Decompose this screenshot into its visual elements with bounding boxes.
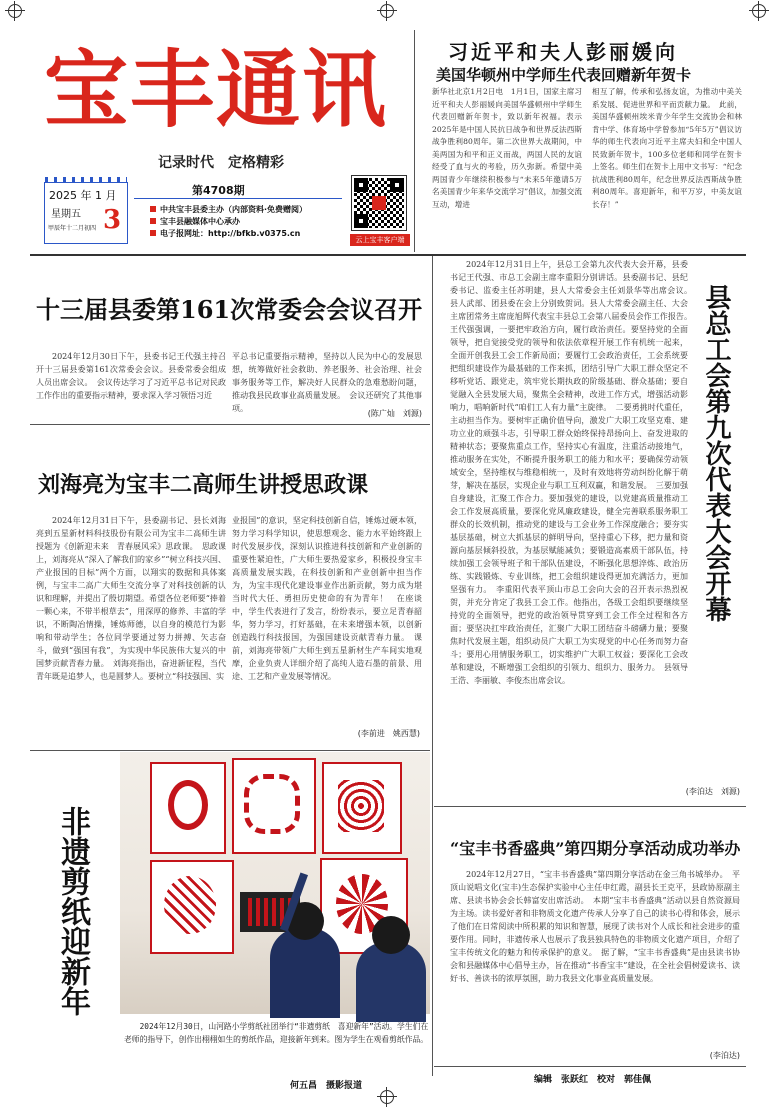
article4-body: 2024年12月27日，“宝丰书香盛典”第四期分享活动在金三角书城举办。 平顶山说唱文化(宝丰)生态保护实验中心主任申红霞，副县长王克平，县政协原副主席、县读书协会会长韩富安出席活动。 本期“宝丰书香盛典”活动以县自然资源局为主场。读书爱好者和非物质文化遗产传承人分享了自己的读书心得和体会，展示了他们在日常阅读中所积累的知识和智慧，展现了读书对个人成长和社会进步的重要作用。同时，非遗传承人也展示了我县独具特色的非物质文化遗产项目，介绍了宝丰传统文化的魅力和传承保护的意义。 据了解，“宝丰书香盛典”是由县读书协会和县融媒体中心倡导主办，旨在推动“书香宝丰”建设，在全社会倡树爱读书、读好书、善读书的浓厚氛围，助力我县文化事业高质量发展。 [450, 870, 740, 983]
student-figure [270, 928, 340, 1018]
article1-title: 十三届县委第161次常委会会议召开 [36, 295, 423, 324]
info-line-url[interactable]: 电子报网址：http://bfkb.v0375.cn [150, 228, 307, 240]
calendar-weekday: 星期五 [51, 209, 81, 220]
info-line-organizer: 宝丰县融媒体中心承办 [150, 216, 307, 228]
article1-body-col2: 平总书记重要指示精神，坚持以人民为中心的发展思想，统筹做好社会救助、养老服务、社会治理、社会事务服务等工作，解决好人民群众的急难愁盼问题，推动我县民政事业高质量发展。 会议还研究了其他事项。 [232, 352, 422, 413]
paper-cut-artwork [322, 762, 402, 854]
news-photo [120, 752, 430, 1014]
qr-caption: 云上宝丰客户端 [350, 234, 410, 246]
paper-cut-artwork [150, 762, 226, 854]
calendar-day: 3 [103, 205, 122, 235]
registration-mark-top-center [380, 4, 394, 18]
info-line-sponsor: 中共宝丰县委主办（内部资料·免费赠阅） [150, 204, 307, 216]
qr-code-icon[interactable] [352, 176, 406, 230]
article1-body-col1: 2024年12月30日下午，县委书记王代强主持召开十三届县委第161次常委会会议。县委常委会组成人员出席会议。 会议传达学习了习近平总书记对民政工作作出的重要指示精神，要求深入学习领悟习近 [36, 352, 226, 400]
registration-mark-bottom-center [380, 1090, 394, 1104]
paper-cut-artwork [150, 860, 234, 954]
lead-title-line2: 美国华顿州中学师生代表回赠新年贺卡 [436, 66, 692, 84]
article1-byline: (陈广灿 刘源) [367, 409, 422, 418]
paper-cut-artwork [232, 758, 316, 854]
article4-title: “宝丰书香盛典”第四期分享活动成功举办 [450, 839, 741, 858]
article3-vertical-title: 县总工会第九次代表大会开幕 [701, 284, 731, 622]
article2-title: 刘海亮为宝丰二高师生讲授思政课 [38, 472, 369, 498]
photo-credit: 何五昌 摄影报道 [290, 1081, 363, 1091]
photo-vertical-title: 非遗剪纸迎新年 [55, 806, 90, 1016]
calendar-year-month: 2025 年 1 月 [49, 189, 117, 202]
article3-body: 2024年12月31日上午，县总工会第九次代表大会开幕，县委书记王代强、市总工会副主席李重阳分别讲话。县委副书记、县纪委书记、监委主任苏明建，县人大常委会主任刘景华等出席会议。 县人武部、团县委在会上分别致贺词。县人大常委会副主任、大会主席团常务主席庞旭辉代表宝丰县总工会第八届委员会作工作报告。 王代强强调，一要把牢政治方向，履行政治责任。要坚持党的全面领导，把自觉接受党的领导和依法依章程开展工作有机统一起来，全面开创我县工会工作新局面；要履行工会政治责任，工会系统要把组织建设作为最基础的工作来抓，团结引导广大职工群众坚定不移听党话、跟党走，筑牢党长期执政的阶级基础、群众基础；要自觉融入全县发展大局，聚焦全会精神，改进工作方式，增强活动影响力，唱响新时代“咱们工人有力量”主旋律。 二要勇挑时代重任，主动担当作为。要树牢正确价值导向，激发广大职工攻坚克难、建功立业的顽强斗志，引导职工群众始终保持昂扬向上、奋发进取的精神状态；要聚焦重点工作，坚持实心有温度，注重活动接地气，推动服务在实处，不断提升服务职工的能力和水平；要确保劳动领域安全，坚持维权与维稳相统一，及时有效地将劳动纠纷化解于萌芽，解决在基层，实现企业与职工互利双赢，和谐发展。 三要加强自身建设，汇聚工作合力。要加强党的建设，以党建高质量推动工会工作发展高质量，要深化党风廉政建设，健全完善联系服务职工群众的长效机制，推动党的建设与工会业务工作深度融合；要夯实基层基础，树立大抓基层的鲜明导向，坚持重心下移，把力量和资源向基层倾斜投放，为基层赋能减负；要锻造高素质干部队伍，持续加强工会领导班子和干部队伍建设，不断强化思想淬炼、政治历练、实践锻炼、专业训练，把工会组织建设得更加充满活力，更加坚强有力。 李重阳代表平顶山市总工会向大会的召开表示热烈祝贺，并充分肯定了我县工会工作。他指出，各级工会组织要继续坚持党的全面领导，把党的政治领导贯穿到工会工作全过程和各方面；要坚决扛牢政治责任，汇聚广大职工团结奋斗磅礴力量；要聚焦时代发展主题，组织动员广大职工为实现党的中心任务而努力奋斗；要用心用情服务职工，切实维护广大职工权益；要深化工会改革和建设，不断增强工会组织的引领力、组织力、服务力。 县领导王浩、李丽敏、李俊杰出席会议。 [450, 260, 696, 685]
article2-byline: (李前进 姚西慧) [357, 729, 420, 738]
masthead-title: 宝丰通讯 [44, 40, 389, 139]
registration-mark-top-right [752, 4, 766, 18]
student-figure [356, 942, 426, 1022]
lead-body-col1: 新华社北京1月2日电 1月1日，国家主席习近平和夫人彭丽媛向美国华盛顿州中学师生代表回赠新年贺卡，致以新年祝福。表示2025年是中国人民抗日战争和世界反法西斯战争胜利80周年。第二次世界大战期间，中美两国为和平和正义而战，两国人民的友谊经受了血与火的考验，历久弥新。希望中美两国青少年继续积极参与“未来5年邀请5万名美国青少年来华交流学习”倡议，加强交流互动，增进 [432, 87, 582, 209]
masthead-info [150, 204, 307, 240]
article4-byline: (李泊达) [709, 1051, 740, 1060]
editor-footer: 编辑 张跃红 校对 郭佳佩 [534, 1075, 652, 1085]
student-figure [372, 916, 410, 954]
issue-number: 第4708期 [192, 184, 245, 197]
masthead-slogan: 记录时代 定格精彩 [158, 155, 284, 171]
article3-byline: (李泊达 刘源) [685, 787, 740, 796]
calendar-lunar: 甲辰年十二月初四 [48, 225, 97, 232]
article2-body-col2: 业报国”的意识，坚定科技创新自信，锤炼过硬本领，努力学习科学知识，使思想观念、能力水平始终跟上时代发展步伐，深刻认识推进科技创新和产业创新的重要性紧迫性，广大师生要热爱家乡，积极投身宝丰高质量发展实践，在科技创新和产业创新中担当作为，为宝丰现代化建设事业作出新贡献，努力成为堪当时代大任、勇担历史使命的有为青年！ 在座谈中，学生代表进行了发言，纷纷表示，要立足青春韶华，努力学习，打好基础，在未来增强本领，以创新创造践行科技报国，为强国建设贡献青春力量。 课前，刘海亮带领广大师生到五星新材生产车间实地观摩，企业负责人详细介绍了高纯人造石墨的前景、用途、工艺和产业发展等情况。 [232, 516, 422, 681]
lead-body-col2: 相互了解，传承和弘扬友谊，为推动中美关系发展、促进世界和平而贡献力量。 此前，美国华盛顿州埃米青少年学生交流协会和林肯中学、体育场中学曾参加“5年5万”倡议访华的师生代表向习近平主席夫妇和全中国人民致新年贺卡，100多位老师和同学在贺卡上签名。师生们在贺卡上用中文书写：“纪念抗战胜利80周年，纪念世界反法西斯战争胜利80周年。喜迎新年，和平万岁，中美友谊长存！” [592, 87, 742, 209]
article2-body-col1: 2024年12月31日下午，县委副书记、县长刘海亮到五星新材料科技股份有限公司为宝丰二高师生讲授题为《创新迎未来 青春展风采》思政课。 思政课上，刘海亮从“深入了解我们的家乡”“树立科技兴国、产业报国的目标”两个方面，以翔实的数据和具体案例，与宝丰二高广大师生交流分享了对科技创新的认识和理解，并提出了殷切期望。希望各位老师要“捧着一颗心来，不带半根草去”，用深厚的修养、丰富的学识，不断陶冶情操，锤炼师德，以自身的模范行为影响和带动学生；各位同学要通过努力拼搏、矢志奋斗，做到“强国有我”，为实现中华民族伟大复兴的中国梦贡献青春力量。 刘海亮指出，奋进新征程，当代青年既是追梦人，也是圆梦人。要树立“科技强国、实 [36, 516, 226, 681]
registration-mark-top-left [8, 4, 22, 18]
photo-caption: 2024年12月30日，山河路小学剪纸社团举行“非遗剪纸 喜迎新年”活动。学生们在老师的指导下，创作出栩栩如生的剪纸作品，迎接新年到来。图为学生在观看剪纸作品。 [124, 1022, 429, 1044]
lead-title-line1: 习近平和夫人彭丽媛向 [448, 40, 678, 64]
calendar-box [44, 182, 128, 244]
